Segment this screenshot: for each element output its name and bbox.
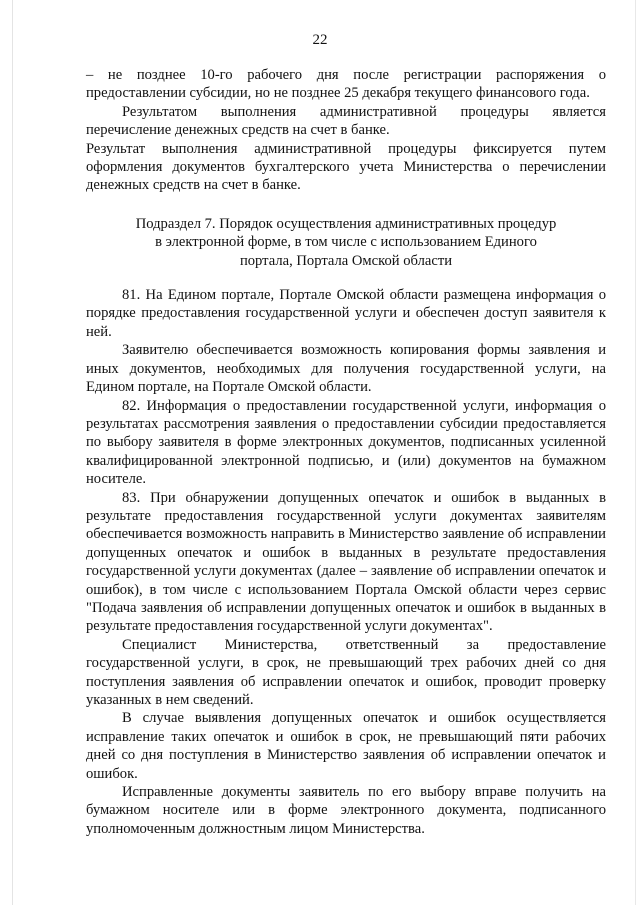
page-number: 22	[312, 32, 328, 48]
paragraph-corrected-documents: Исправленные документы заявитель по его выбору вправе получить на бумажном носителе или в форме электронного документа, подписанного уполномоченным должностным лицом Министерства.	[86, 784, 606, 837]
paragraph-specialist-check: Специалист Министерства, ответственный за предоставление государственной услуги, в срок, не превышающий трех рабочих дней со дня поступления заявления об исправлении опечаток и ошибок, проводит проверку указанных в нем сведений.	[86, 636, 606, 708]
heading-line: в электронной форме, в том числе с использованием Единого	[155, 234, 537, 251]
scan-edge-right	[635, 0, 636, 905]
document-body	[86, 66, 606, 838]
paragraph-corrections: В случае выявления допущенных опечаток и ошибок осуществляется исправление таких опечаток и ошибок в срок, не превышающий пяти рабочих дней со дня поступления в Министерство заявления об исправлении опечаток и ошибок.	[86, 710, 606, 782]
paragraph-82: 82. Информация о предоставлении государственной услуги, информация о результатах рассмотрения заявления о предоставлении субсидии предоставляется по выбору заявителя в форме электронных документов, подписанных усиленной квалифицированной электронной подписью, и (или) документов на бумажном носителе.	[86, 397, 606, 488]
paragraph-copy-forms: Заявителю обеспечивается возможность копирования формы заявления и иных документов, необходимых для получения государственной услуги, на Едином портале, на Портале Омской области.	[86, 342, 606, 396]
heading-line: Подраздел 7. Порядок осуществления административных процедур	[135, 215, 557, 232]
paragraph-deadline: – не позднее 10-го рабочего дня после регистрации распоряжения о предоставлении субсидии, но не позднее 25 декабря текущего финансового года.	[86, 67, 606, 102]
scan-edge-left	[12, 0, 13, 905]
paragraph-procedure-result: Результатом выполнения административной процедуры является перечисление денежных средств на счет в банке.	[86, 103, 606, 139]
heading-line: портала, Портала Омской области	[239, 252, 453, 269]
paragraph-83: 83. При обнаружении допущенных опечаток и ошибок в выданных в результате предоставления государственной услуги документах заявителям обеспечивается возможность направить в Министерство заявление об исправлении допущенных опечаток и ошибок в выданных в результате предоставления государственной услуги документах (далее – заявление об исправлении опечаток и ошибок), в том числе с использованием Портала Омской области через сервис "Подача заявления об исправлении допущенных опечаток и ошибок в выданных в результате предоставления государственной услуги документах".	[86, 489, 606, 635]
paragraph-result-recording: Результат выполнения административной процедуры фиксируется путем оформления документов бухгалтерского учета Министерства о перечислении денежных средств на счет в банке.	[86, 140, 606, 194]
paragraph-81: 81. На Едином портале, Портале Омской области размещена информация о порядке предоставления государственной услуги и обеспечен доступ заявителя к ней.	[86, 287, 606, 340]
subsection-heading	[86, 215, 606, 270]
